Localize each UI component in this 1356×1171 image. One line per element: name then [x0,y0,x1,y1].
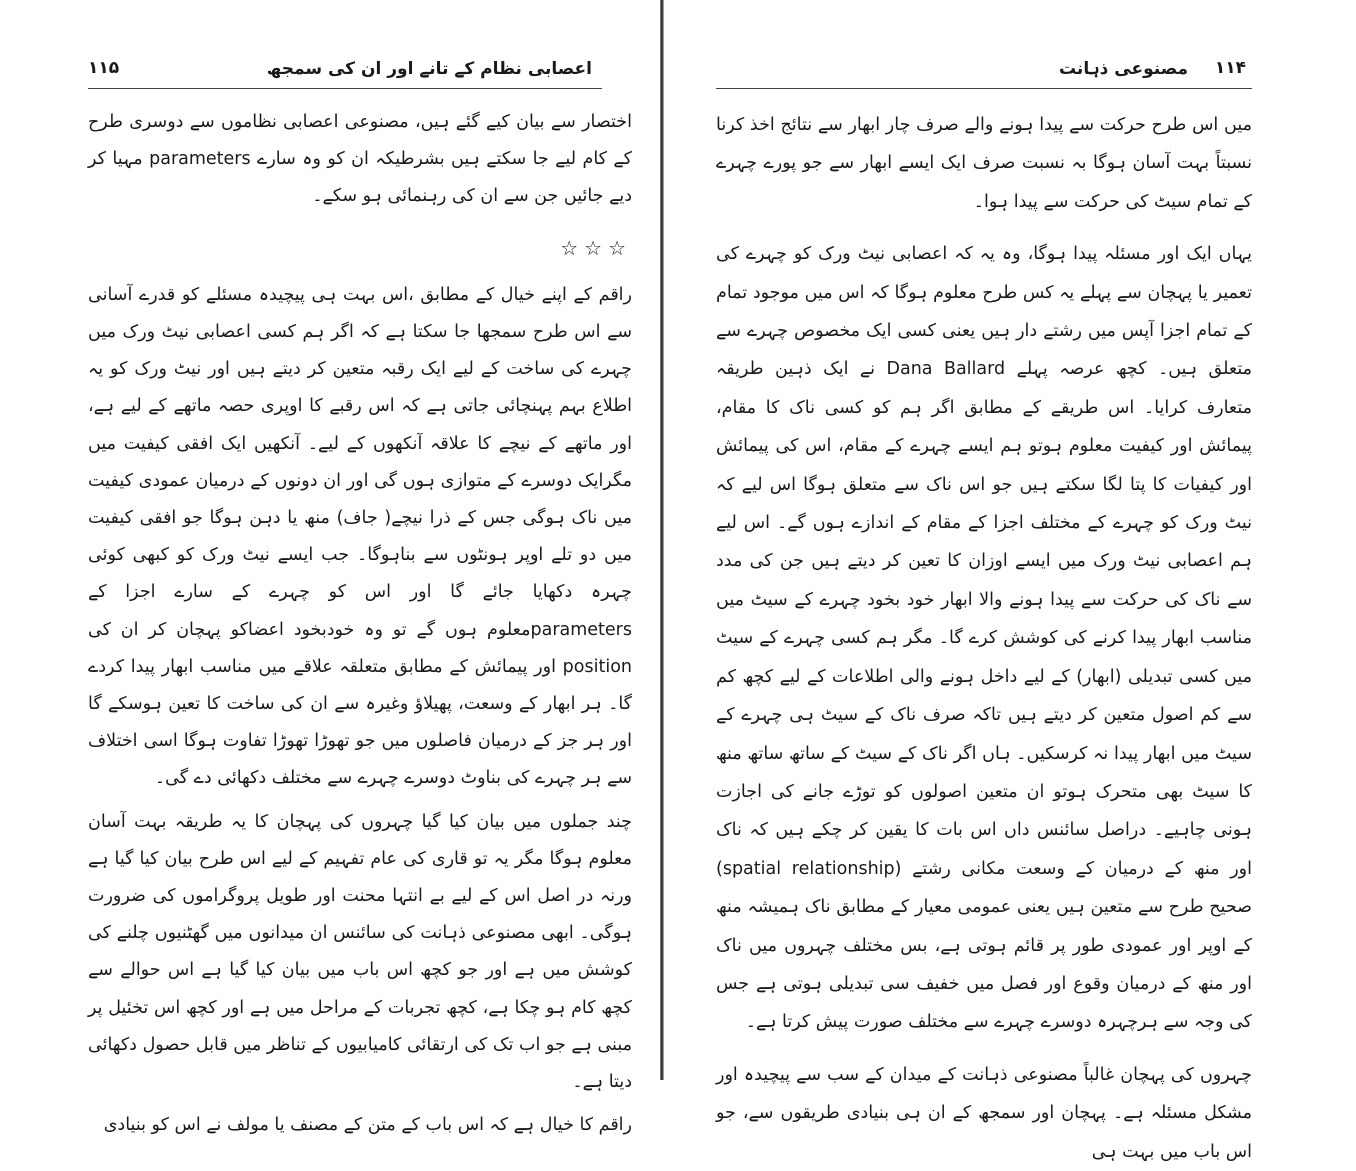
right-paragraph-3: چہروں کی پہچان غالباً مصنوعی ذہانت کے میدان کے سب سے پیچیدہ اور مشکل مسئلہ ہے۔ پہچان اور سمجھ کے ان ہی بنیادی طریقوں سے، جو اس باب میں بہت ہی [716,1064,1252,1162]
right-page [666,0,1356,1162]
book-gutter [660,0,664,1080]
right-page-body [716,106,1252,1171]
left-paragraph-2: راقم کے اپنے خیال کے مطابق ،اس بہت ہی پیچیدہ مسئلے کو قدرے آسانی سے اس طرح سمجھا جا سکتا ہے کہ اگر ہم کسی اعصابی نیٹ ورک میں چہرے کی ساخت کے لیے ایک رقبہ متعین کر دیتے ہیں اور نیٹ ورک کو یہ اطلاع بہم پہنچائی جاتی ہے کہ اس رقبے کا اوپری حصہ ماتھے کے لیے ہے، اور ماتھے کے نیچے کا علاقہ آنکھوں کے لیے۔ آنکھیں ایک افقی کیفیت میں مگرایک دوسرے کے متوازی ہوں گی اور ان دونوں کے درمیان عمودی کیفیت میں ناک ہوگی جس کے ذرا نیچے( جاف) منھ یا دہن ہوگا جو افقی کیفیت میں دو تلے اوپر ہونٹوں سے بناہوگا۔ جب ایسے نیٹ ورک کو کبھی کوئی چہرہ دکھایا جائے گا اور اس کو چہرے کے سارے اجزا کے parametersمعلوم ہوں گے تو وہ خودبخود اعضاکو پہچان کر ان کی position اور پیمائش کے مطابق متعلقہ علاقے میں مناسب ابھار پیدا کردے گا۔ ہر ابھار کے وسعت، پھیلاؤ وغیرہ سے ان کی ساخت کا تعین ہوسکے گا اور ہر جز کے درمیان فاصلوں میں جو تھوڑا تھوڑا تفاوت ہوگا اسی اختلاف سے ہر چہرے کی بناوٹ دوسرے چہرے سے مختلف دکھائی دے گی۔ [88,284,632,789]
right-page-header [716,58,1252,90]
left-paragraph-4: راقم کا خیال ہے کہ اس باب کے متن کے مصنف یا مولف نے اس کو بنیادی [103,1115,632,1136]
right-page-number: ۱۱۴ [1214,58,1246,78]
left-page-number: ۱۱۵ [88,58,120,78]
right-running-title: مصنوعی ذہانت [1058,59,1188,79]
left-running-title: اعصابی نظام کے تانے اور ان کی سمجھ [266,59,592,79]
left-page-header [88,58,632,90]
section-break-stars: ☆☆☆ [560,235,632,260]
left-paragraph-1: اختصار سے بیان کیے گئے ہیں، مصنوعی اعصابی نظاموں سے دوسری طرح کے کام لیے جا سکتے ہیں بشرطیکہ ان کو وہ سارے parameters مہیا کر دیے جائیں جن سے ان کی رہنمائی ہو سکے۔ [88,112,633,207]
right-paragraph-1: میں اس طرح حرکت سے پیدا ہونے والے صرف چار ابھار سے نتائج اخذ کرنا نسبتاً بہت آسان ہوگا بہ نسبت صرف ایک ایسے ابھار سے جو پورے چہرے کے تمام سیٹ کی حرکت سے پیدا ہوا۔ [716,115,1252,212]
header-rule [88,88,602,89]
left-paragraph-3: چند جملوں میں بیان کیا گیا چہروں کی پہچان کا یہ طریقہ بہت آسان معلوم ہوگا مگر یہ تو قاری کی عام تفہیم کے لیے اس طرح بیان کیا گیا ہے ورنہ در اصل اس کے لیے بے انتہا محنت اور طویل پروگراموں کی ضرورت ہوگی۔ ابھی مصنوعی ذہانت کی سائنس ان میدانوں میں گھٹنیوں چلنے کی کوشش میں ہے اور جو کچھ اس باب میں بیان کیا گیا ہے اس حوالے سے کچھ کام ہو چکا ہے، کچھ تجربات کے مراحل میں ہے اور کچھ اس تخئیل پر مبنی ہے جو اب تک کی ارتقائی کامیابیوں کے تناظر میں قابل حصول دکھائی دیتا ہے۔ [88,811,632,1093]
header-rule [716,88,1252,89]
left-page [0,0,662,1136]
left-page-body [88,104,632,1144]
right-paragraph-2: یہاں ایک اور مسئلہ پیدا ہوگا، وہ یہ کہ اعصابی نیٹ ورک کو چہرے کی تعمیر یا پہچان سے پہلے یہ کس طرح معلوم ہوگا کہ اس میں موجود تمام کے تمام اجزا آپس میں رشتے دار ہیں یعنی کسی ایک مخصوص چہرے سے متعلق ہیں۔ کچھ عرصہ پہلے Dana Ballard نے ایک ذہین طریقہ متعارف کرایا۔ اس طریقے کے مطابق اگر ہم کو کسی ناک کا مقام، پیمائش اور کیفیت معلوم ہوتو ہم ایسے چہرے کے مقام، اس کی پیمائش اور کیفیات کا پتا لگا سکتے ہیں جو اس ناک سے متعلق ہوگا اس لیے کہ نیٹ ورک کو چہرے کے مختلف اجزا کے مقام کے اندازے ہوں گے۔ اس لیے ہم اعصابی نیٹ ورک میں ایسے اوزان کا تعین کر دیتے ہیں جن کی مدد سے ناک کی حرکت سے پیدا ہونے والا ابھار خود بخود چہرے کے سیٹ میں مناسب ابھار پیدا کرنے کی کوشش کرے گا۔ مگر ہم کسی چہرے کے سیٹ میں کسی تبدیلی (ابھار) کے لیے داخل ہونے والی اطلاعات کے لیے کچھ کم سے کم اصول متعین کر دیتے ہیں تاکہ صرف ناک کے سیٹ ہی چہرے کے سیٹ میں ابھار پیدا نہ کرسکیں۔ ہاں اگر ناک کے سیٹ کے ساتھ ساتھ منھ کا سیٹ بھی متحرک ہوتو ان متعین اصولوں کو توڑے جانے کی اجازت ہونی چاہیے۔ دراصل سائنس داں اس بات کا یقین کر چکے ہیں کہ ناک اور منھ کے درمیان کے وسعت مکانی رشتے (spatial relationship) صحیح طرح سے متعین ہیں یعنی عمومی معیار کے مطابق ناک ہمیشہ منھ کے اوپر اور عمودی طور پر قائم ہوتی ہے، بس مختلف چہروں میں ناک اور منھ کے درمیان وقوع اور فصل میں خفیف سی تبدیلی ہوتی ہے جس کی وجہ سے ہرچہرہ دوسرے چہرے سے مختلف صورت پیش کرتا ہے۔ [716,244,1253,1033]
